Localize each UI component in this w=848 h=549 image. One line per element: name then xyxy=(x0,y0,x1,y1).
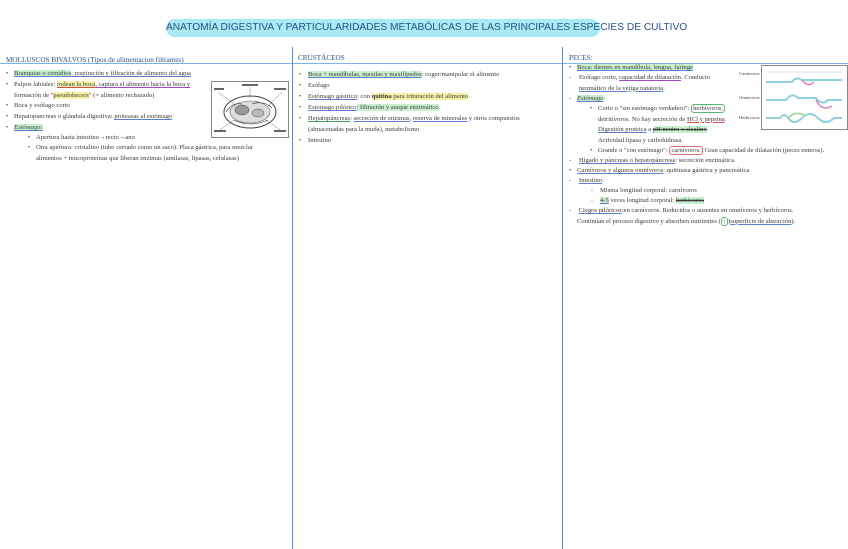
esofago-conducto: . Conducto xyxy=(680,74,710,81)
digestion-proteica: Digestión proteica xyxy=(598,126,647,134)
palpos-term: Palpos labiales: xyxy=(14,81,57,88)
peces-sub-corto xyxy=(598,104,758,146)
vejiga-natatoria: neumático de la vejiga natatoria xyxy=(579,84,664,92)
ciegos-desc: :en carnívoros. Reducidos o ausentes en omnívoros y herbívoros. xyxy=(621,207,794,214)
ciegos-piloricos: Ciegos pilóricos xyxy=(578,207,622,214)
palpos-desc-3: " (= alimento rechazado) xyxy=(88,91,155,99)
ciegos-desc-2: Continúan el proceso digestivo y absorben nutrientes ( xyxy=(577,217,721,225)
cuatro-cinco: 4-5 xyxy=(600,197,609,204)
peces-sub-grande xyxy=(598,146,824,157)
ciegos-end: ). xyxy=(791,217,796,225)
peces-line-boca xyxy=(577,63,693,74)
hepato-comma: , xyxy=(409,115,413,122)
bullet: • xyxy=(28,135,31,141)
peces-line-ciegos xyxy=(577,206,841,227)
estomago-gastrico-term: Estómago gástrico xyxy=(308,93,357,100)
grande-term: Grande o "con estómago": xyxy=(598,147,670,154)
bivalve-anatomy-figure xyxy=(211,81,289,138)
ciegos-paren: ) xyxy=(728,217,731,225)
fig-label-omnivoros: Omnivoros xyxy=(739,95,760,100)
corto-desc: detritívoros. No hay secreción de xyxy=(598,115,687,123)
bullet: - xyxy=(569,75,571,81)
superficie-absorcion: superficie de absorción xyxy=(730,217,792,225)
estomago-term: Estómago xyxy=(577,95,604,102)
estomago-colon: : xyxy=(603,95,606,102)
peces-line-intestino xyxy=(579,176,604,187)
up-arrow-icon: ↑ xyxy=(722,217,727,225)
bullet: • xyxy=(6,103,9,109)
estomago-pilorico-term: Estomago pilórico xyxy=(308,104,357,111)
crustaceos-line-estomago-pilorico xyxy=(308,103,440,114)
bullet: • xyxy=(590,106,593,112)
heading-rule-crustaceos xyxy=(293,63,562,64)
bullet: - xyxy=(569,158,571,164)
palpos-boca: rodean la boca xyxy=(56,81,96,88)
peces-line-higado xyxy=(579,156,736,167)
carnivoros-omnivoros: Carnívoros y algunos omnívoros xyxy=(577,167,664,174)
esofago-end: . xyxy=(663,84,665,92)
moluscos-line-palpos xyxy=(14,80,210,101)
bullet: ◦ xyxy=(591,198,594,204)
crustaceos-line-estomago-gastrico xyxy=(308,92,468,103)
crustaceos-line-boca xyxy=(308,70,499,81)
bivalve-diagram xyxy=(212,82,288,137)
corto-a: a xyxy=(646,126,653,134)
column-divider-2 xyxy=(562,47,563,549)
corto-end: . xyxy=(724,115,727,123)
fish-digestive-figure xyxy=(761,65,848,130)
peces-sub-4-5-veces xyxy=(600,196,704,207)
moluscos-heading: MOLLUSCOS BIVALVOS (Tipos de alimentacion filtrantes) xyxy=(6,56,184,64)
peces-line-carnivoros xyxy=(577,166,749,177)
peces-heading: PECES: xyxy=(569,54,593,62)
boca-term: Boca xyxy=(577,64,591,71)
grande-desc: Gran capacidad de dilatación (peces enteros). xyxy=(702,147,825,154)
moluscos-line-branquias xyxy=(14,69,191,80)
cristalino-line-1: Otra apertura: cristalino (tubo cerrado como un saco). Placa gástrica, para mezclar xyxy=(36,144,253,151)
fig-label-herbivoros: Herbivoros xyxy=(739,115,760,120)
hcl-pepsina: HCl y pepsina xyxy=(687,115,725,123)
hepatopancreas-term: Hepatopáncreas xyxy=(308,115,351,122)
bullet: - xyxy=(569,178,571,184)
higado-term: Hígado y páncreas o hepatopáncreas xyxy=(579,157,676,164)
page-title: ANATOMÍA DIGESTIVA Y PARTICULARIDADES METABÓLICAS DE LAS PRINCIPALES ESPECIES DE CULTIVO xyxy=(166,19,600,37)
bullet: • xyxy=(569,168,572,174)
bullet: • xyxy=(6,82,9,88)
branquias-term: Branquias o ctenidios xyxy=(14,70,72,77)
estomago-term: Estómago: xyxy=(14,124,43,131)
crustaceos-heading: CRUSTÁCEOS xyxy=(298,54,345,62)
hepato-proteasas: proteasas al estómago xyxy=(114,113,173,120)
fig-label-carnivoros: Carnivoros xyxy=(739,71,760,76)
peces-line-esofago xyxy=(579,73,759,94)
hepato-colon: : xyxy=(350,115,354,122)
bullet: - xyxy=(569,96,571,102)
herbivoros-strike: herbívoros xyxy=(675,197,705,204)
column-divider-1 xyxy=(292,47,293,549)
moluscos-sub-apertura: Apertura hasta intestino→recto→ano xyxy=(36,134,135,141)
ph-neutro: pH neutro o alcalino xyxy=(652,126,707,134)
moluscos-line-boca: Boca y esófago corto xyxy=(14,102,70,109)
boca-desc: : coger/manipular el alimento xyxy=(421,71,500,78)
intestino-term: Intestino xyxy=(579,177,603,184)
bullet: • xyxy=(299,116,302,122)
bullet: • xyxy=(6,125,9,131)
palpos-pseudoheces: pseudohecers xyxy=(53,91,89,99)
bullet: • xyxy=(299,83,302,89)
gastrico-desc: para trituración del alimento xyxy=(391,93,469,100)
quitinasa-desc: : quitinasa gástrica y pancreática xyxy=(663,167,750,174)
peces-sub-misma-longitud: Misma longitud corporal: carnívoros xyxy=(600,187,697,194)
crustaceos-line-intestino: Intestino xyxy=(308,137,332,144)
bullet: • xyxy=(6,71,9,77)
bullet: ◦ xyxy=(591,188,594,194)
crustaceos-line-esofago: Esófago xyxy=(308,82,330,89)
gastrico-con: : con xyxy=(356,93,372,100)
bullet: - xyxy=(569,208,571,214)
corto-term: Corto o "sin estómago verdadero": xyxy=(598,105,692,112)
peces-line-estomago xyxy=(577,94,605,105)
esofago-term: Esófago corto, xyxy=(579,74,620,81)
hepato-desc: y otros compuestos xyxy=(467,115,520,122)
bullet: • xyxy=(299,105,302,111)
carnivoros-box: carnívoros. xyxy=(671,147,701,154)
branquias-desc: : respiración y filtración de alimento del agua xyxy=(71,70,192,77)
intestino-colon: : xyxy=(602,177,604,184)
bullet: • xyxy=(299,72,302,78)
fish-digestive-diagram xyxy=(762,66,847,129)
cristalino-line-2: alimentos + mucoproteínas que liberan enzimas (amilasas, lipasas, celulasas) xyxy=(36,154,239,162)
capacidad-dilatacion: capacidad de dilatación xyxy=(619,74,681,81)
moluscos-sub-cristalino xyxy=(36,143,286,164)
corto-end-2: . xyxy=(706,126,709,134)
palpos-desc-2: formación de " xyxy=(14,91,54,99)
hepato-term: Hepatopancreas o glándula digestiva: xyxy=(14,113,115,120)
bullet: • xyxy=(590,148,593,154)
pilorico-desc: : filtración y ataque enzimático xyxy=(356,104,439,111)
bullet: • xyxy=(569,65,572,71)
crustaceos-line-hepatopancreas xyxy=(308,114,558,135)
bullet: • xyxy=(299,138,302,144)
secrecion-enzimas: secreción de enzimas xyxy=(353,115,410,122)
pilorico-end: . xyxy=(438,104,441,111)
moluscos-line-estomago xyxy=(14,123,43,134)
hepato-desc-2: (almacenadas para la muda), metabolismo xyxy=(308,125,420,133)
veces-desc: veces longitud corporal: xyxy=(608,197,676,204)
moluscos-line-hepatopancreas xyxy=(14,112,172,123)
boca-desc: : dientes en mandíbula, lengua, faringe xyxy=(590,64,693,71)
higado-desc: : secreción enzimática. xyxy=(675,157,736,164)
actividad-lipasa: Actividad lipasa y carbohidrasa. xyxy=(598,136,683,144)
bullet: • xyxy=(28,145,31,151)
reserva-minerales: reserva de minerales xyxy=(412,115,468,122)
herbivoros-box: herbívoros, xyxy=(693,105,723,112)
bullet: • xyxy=(299,94,302,100)
boca-mandibulas: Boca + mandíbulas, maxilas y maxilípedos xyxy=(308,71,422,78)
palpos-desc: , captura el alimento hacia la boca y xyxy=(95,81,191,88)
bullet: • xyxy=(6,114,9,120)
quitina: quitina xyxy=(371,93,392,100)
